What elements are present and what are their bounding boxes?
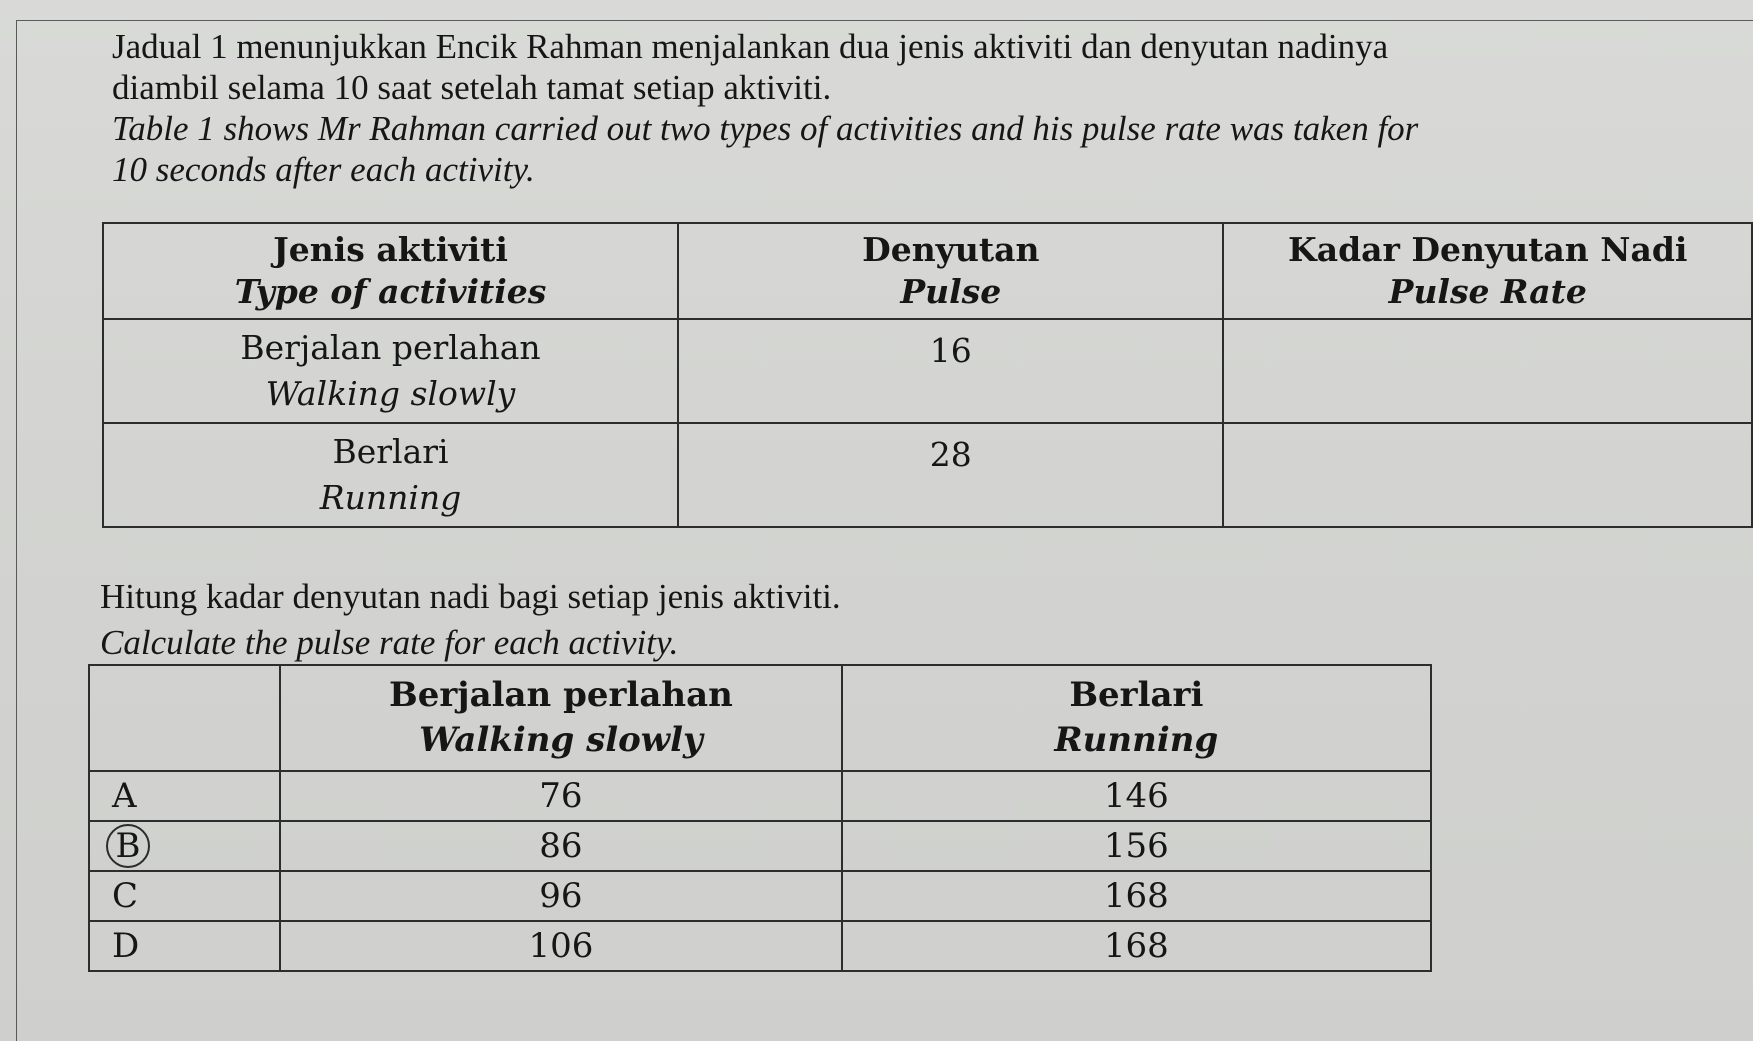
running-value: 156 <box>842 821 1431 871</box>
running-value: 146 <box>842 771 1431 821</box>
selected-answer-circle: B <box>106 824 150 868</box>
walking-value: 96 <box>280 871 842 921</box>
header-activity: Jenis aktiviti Type of activities <box>103 223 678 319</box>
option-row-d[interactable] <box>89 921 1431 971</box>
option-letter: A <box>89 771 280 821</box>
header-option <box>89 665 280 771</box>
question-bm: Hitung kadar denyutan nadi bagi setiap jenis aktiviti. <box>100 577 841 616</box>
question-text <box>100 574 1400 666</box>
activity-table <box>102 222 1753 528</box>
running-value: 168 <box>842 871 1431 921</box>
running-value: 168 <box>842 921 1431 971</box>
intro-bm-line1: Jadual 1 menunjukkan Encik Rahman menjalankan dua jenis aktiviti dan denyutan nadinya <box>112 27 1389 66</box>
pulse-rate-cell[interactable] <box>1223 423 1752 527</box>
answer-options-table <box>88 664 1432 972</box>
walking-value: 106 <box>280 921 842 971</box>
question-en: Calculate the pulse rate for each activity. <box>100 623 679 662</box>
walking-value: 76 <box>280 771 842 821</box>
option-letter-cell <box>89 821 280 871</box>
activity-cell: Berjalan perlahan Walking slowly <box>103 319 678 423</box>
options-header <box>89 665 1431 771</box>
option-row-c[interactable] <box>89 871 1431 921</box>
pulse-cell: 28 <box>678 423 1223 527</box>
intro-bm-line2: diambil selama 10 saat setelah tamat setiap aktiviti. <box>112 68 832 107</box>
option-letter: C <box>89 871 280 921</box>
header-running: Berlari Running <box>842 665 1431 771</box>
table-row <box>103 423 1752 527</box>
margin-rule <box>16 20 17 1041</box>
pulse-cell: 16 <box>678 319 1223 423</box>
activity-table-header <box>103 223 1752 319</box>
intro-text <box>112 26 1742 190</box>
option-row-a[interactable] <box>89 771 1431 821</box>
table-row <box>103 319 1752 423</box>
intro-en-line1: Table 1 shows Mr Rahman carried out two types of activities and his pulse rate was taken for <box>112 109 1419 148</box>
header-walking: Berjalan perlahan Walking slowly <box>280 665 842 771</box>
header-pulse-rate: Kadar Denyutan Nadi Pulse Rate <box>1223 223 1752 319</box>
pulse-rate-cell[interactable] <box>1223 319 1752 423</box>
walking-value: 86 <box>280 821 842 871</box>
option-row-b[interactable] <box>89 821 1431 871</box>
option-letter: D <box>89 921 280 971</box>
activity-cell: Berlari Running <box>103 423 678 527</box>
top-rule <box>16 20 1753 21</box>
intro-en-line2: 10 seconds after each activity. <box>112 150 535 189</box>
header-pulse: Denyutan Pulse <box>678 223 1223 319</box>
